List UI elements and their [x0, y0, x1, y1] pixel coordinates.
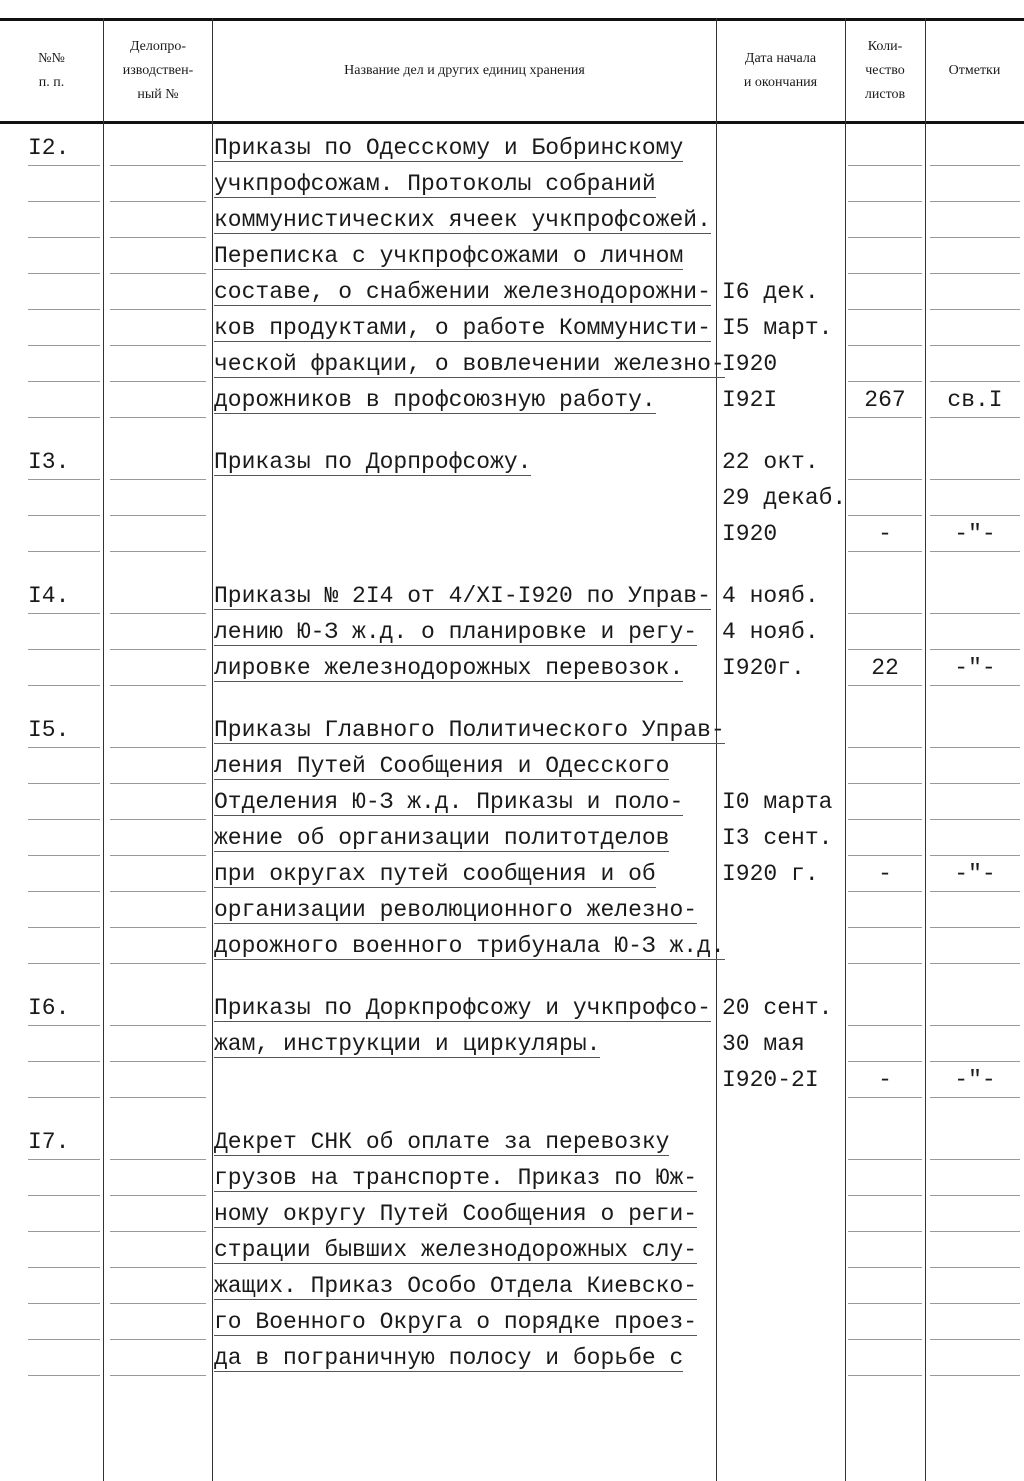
title-text: дорожников в профсоюзную работу. [214, 387, 656, 413]
entry-note [930, 274, 1020, 310]
inventory-entry [0, 444, 1024, 552]
office-number-cell [110, 892, 206, 928]
office-number-cell [110, 1340, 206, 1376]
office-number-cell [110, 444, 206, 480]
entry-title-line [214, 928, 725, 963]
title-text: учкпрофсожам. Протоколы собраний [214, 171, 656, 197]
sheet-count [848, 310, 922, 346]
entry-title-line [214, 346, 725, 381]
title-text: лению Ю-З ж.д. о планировке и регу- [214, 619, 698, 645]
inventory-entry [0, 130, 1024, 418]
entry-note [930, 748, 1020, 784]
entry-note: -"- [930, 516, 1020, 552]
entry-title-line [214, 310, 714, 345]
entry-number: I2. [28, 130, 100, 166]
entry-number [28, 310, 100, 346]
table-row [0, 856, 1024, 892]
entry-number [28, 238, 100, 274]
entry-date [722, 748, 842, 783]
entry-date: I920-2I [722, 1067, 819, 1093]
title-text: го Военного Округа о порядке проез- [214, 1309, 698, 1335]
sheet-count [848, 274, 922, 310]
table-row [0, 820, 1024, 856]
table-row [0, 516, 1024, 552]
entry-title-line [214, 1232, 714, 1267]
title-text: лировке железнодорожных перевозок. [214, 655, 684, 681]
title-text: при округах путей сообщения и об [214, 861, 656, 887]
sheet-count [848, 166, 922, 202]
entry-note [930, 238, 1020, 274]
sheet-count [848, 1232, 922, 1268]
sheet-count [848, 1268, 922, 1304]
office-number-cell [110, 480, 206, 516]
title-text: Переписка с учкпрофсожами о личном [214, 243, 684, 269]
entry-number [28, 614, 100, 650]
office-number-cell [110, 238, 206, 274]
sheet-count [848, 202, 922, 238]
entry-number [28, 856, 100, 892]
sheet-count [848, 1340, 922, 1376]
entry-number [28, 784, 100, 820]
entry-title-line [214, 1196, 714, 1231]
entry-date: I92I [722, 387, 778, 413]
title-text: Приказы по Одесскому и Бобринскому [214, 135, 684, 161]
office-number-cell [110, 928, 206, 964]
entry-date: 29 декаб. [722, 485, 847, 511]
entry-title-line [214, 1340, 714, 1375]
entry-number [28, 928, 100, 964]
entry-date [722, 238, 842, 273]
entry-number [28, 820, 100, 856]
office-number-cell [110, 202, 206, 238]
entry-title-line [214, 1304, 714, 1339]
entry-title-line [214, 1062, 714, 1097]
entry-note [930, 202, 1020, 238]
entry-title-line [214, 516, 714, 551]
entry-date [722, 1340, 842, 1375]
sheet-count [848, 1026, 922, 1062]
inventory-entry [0, 712, 1024, 964]
table-row [0, 712, 1024, 748]
office-number-cell [110, 382, 206, 418]
sheet-count [848, 1304, 922, 1340]
table-row [0, 1268, 1024, 1304]
entry-note [930, 892, 1020, 928]
office-number-cell [110, 614, 206, 650]
office-number-cell [110, 650, 206, 686]
entry-title-line [214, 614, 714, 649]
table-row [0, 1196, 1024, 1232]
sheet-count: - [848, 1062, 922, 1098]
sheet-count [848, 130, 922, 166]
entry-note [930, 444, 1020, 480]
header-notes: Отметки [948, 63, 1001, 78]
entry-date: 20 сент. [722, 995, 833, 1021]
entry-date: I920 г. [722, 861, 819, 887]
title-text: жам, инструкции и циркуляры. [214, 1031, 601, 1057]
entry-number: I4. [28, 578, 100, 614]
entry-title-line [214, 166, 714, 201]
entry-note [930, 1026, 1020, 1062]
sheet-count [848, 712, 922, 748]
table-row [0, 990, 1024, 1026]
entry-note [930, 1232, 1020, 1268]
entry-note [930, 1304, 1020, 1340]
entry-number [28, 166, 100, 202]
entry-note: -"- [930, 856, 1020, 892]
office-number-cell [110, 516, 206, 552]
sheet-count [848, 892, 922, 928]
entry-date: I6 дек. [722, 279, 819, 305]
entry-title-line [214, 1268, 714, 1303]
inventory-table-body [0, 130, 1024, 1402]
entry-number [28, 748, 100, 784]
table-row [0, 892, 1024, 928]
entry-date: I920г. [722, 655, 805, 681]
header-office-number: Делопро- изводствен- ный № [122, 39, 194, 102]
entry-title-line [214, 856, 714, 891]
table-row [0, 1124, 1024, 1160]
entry-number [28, 480, 100, 516]
sheet-count [848, 990, 922, 1026]
title-text: да в пограничную полосу и борьбе с [214, 1345, 684, 1371]
office-number-cell [110, 1196, 206, 1232]
entry-title-line [214, 274, 714, 309]
office-number-cell [110, 578, 206, 614]
office-number-cell [110, 1026, 206, 1062]
table-row [0, 1026, 1024, 1062]
entry-title-line [214, 480, 714, 515]
office-number-cell [110, 1232, 206, 1268]
office-number-cell [110, 820, 206, 856]
header-sheets: Коли- чество листов [864, 39, 906, 102]
table-row [0, 274, 1024, 310]
sheet-count [848, 480, 922, 516]
entry-note [930, 928, 1020, 964]
table-row [0, 444, 1024, 480]
entry-note [930, 1340, 1020, 1376]
entry-title-line [214, 1160, 714, 1195]
entry-number [28, 516, 100, 552]
entry-number [28, 1304, 100, 1340]
inventory-entry [0, 990, 1024, 1098]
entry-number [28, 1196, 100, 1232]
sheet-count: 267 [848, 382, 922, 418]
entry-note [930, 614, 1020, 650]
entry-number [28, 202, 100, 238]
office-number-cell [110, 346, 206, 382]
sheet-count [848, 928, 922, 964]
entry-number [28, 892, 100, 928]
title-text: ков продуктами, о работе Коммунисти- [214, 315, 711, 341]
entry-date [722, 892, 842, 927]
entry-number [28, 1340, 100, 1376]
entry-title-line [214, 748, 714, 783]
entry-date [722, 202, 842, 237]
sheet-count [848, 578, 922, 614]
entry-title-line [214, 820, 714, 855]
office-number-cell [110, 1124, 206, 1160]
entry-title-line [214, 382, 714, 417]
table-row [0, 480, 1024, 516]
title-text: Приказы № 2I4 от 4/XI-I920 по Управ- [214, 583, 711, 609]
entry-date: I0 марта [722, 789, 833, 815]
entry-date [722, 166, 842, 201]
title-text: дорожного военного трибунала Ю-З ж.д. [214, 933, 725, 959]
entry-note [930, 578, 1020, 614]
entry-title-line [214, 578, 714, 613]
title-text: ческой фракции, о вовлечении железно- [214, 351, 725, 377]
entry-number: I5. [28, 712, 100, 748]
sheet-count [848, 1124, 922, 1160]
entry-title-line [214, 444, 714, 479]
entry-title-line [214, 202, 714, 237]
title-text: ления Путей Сообщения и Одесского [214, 753, 670, 779]
table-row [0, 650, 1024, 686]
table-row [0, 1062, 1024, 1098]
header-title: Название дел и других единиц хранения [344, 63, 585, 78]
inventory-entry [0, 578, 1024, 686]
title-text: Приказы Главного Политического Управ- [214, 717, 725, 743]
sheet-count [848, 1160, 922, 1196]
entry-number [28, 382, 100, 418]
entry-note [930, 1196, 1020, 1232]
sheet-count [848, 820, 922, 856]
entry-note [930, 130, 1020, 166]
entry-date [722, 1304, 842, 1339]
table-row [0, 928, 1024, 964]
office-number-cell [110, 130, 206, 166]
table-row [0, 1304, 1024, 1340]
table-row [0, 202, 1024, 238]
entry-number: I6. [28, 990, 100, 1026]
sheet-count [848, 1196, 922, 1232]
entry-date: 22 окт. [722, 449, 819, 475]
entry-note [930, 1268, 1020, 1304]
office-number-cell [110, 748, 206, 784]
entry-date: I5 март. [722, 315, 833, 341]
title-text: Отделения Ю-З ж.д. Приказы и поло- [214, 789, 684, 815]
entry-number: I3. [28, 444, 100, 480]
table-row [0, 1160, 1024, 1196]
sheet-count [848, 346, 922, 382]
sheet-count [848, 784, 922, 820]
entry-number [28, 1062, 100, 1098]
table-row [0, 1232, 1024, 1268]
title-text: организации революционного железно- [214, 897, 698, 923]
inventory-entry [0, 1124, 1024, 1376]
entry-date [722, 1196, 842, 1231]
entry-date: I3 сент. [722, 825, 833, 851]
entry-date [722, 928, 842, 963]
title-text: Приказы по Дорпрофсожу. [214, 449, 532, 475]
entry-note [930, 1124, 1020, 1160]
entry-date: I920 [722, 351, 778, 377]
entry-date: I920 [722, 521, 778, 547]
office-number-cell [110, 1268, 206, 1304]
entry-title-line [214, 650, 714, 685]
entry-note [930, 480, 1020, 516]
office-number-cell [110, 1160, 206, 1196]
office-number-cell [110, 784, 206, 820]
sheet-count: 22 [848, 650, 922, 686]
entry-note [930, 310, 1020, 346]
entry-date [722, 1232, 842, 1267]
entry-note [930, 166, 1020, 202]
entry-note [930, 346, 1020, 382]
office-number-cell [110, 990, 206, 1026]
table-row [0, 578, 1024, 614]
entry-note: -"- [930, 650, 1020, 686]
entry-note [930, 990, 1020, 1026]
entry-date [722, 712, 842, 747]
office-number-cell [110, 1304, 206, 1340]
sheet-count [848, 444, 922, 480]
header-dates: Дата начала и окончания [743, 51, 818, 90]
entry-number [28, 1026, 100, 1062]
entry-number [28, 346, 100, 382]
sheet-count [848, 748, 922, 784]
title-text: составе, о снабжении железнодорожни- [214, 279, 711, 305]
entry-title-line [214, 784, 714, 819]
entry-date [722, 130, 842, 165]
office-number-cell [110, 274, 206, 310]
entry-date: 4 нояб. [722, 619, 819, 645]
table-row [0, 130, 1024, 166]
entry-title-line [214, 130, 714, 165]
entry-number [28, 1160, 100, 1196]
title-text: жащих. Приказ Особо Отдела Киевско- [214, 1273, 698, 1299]
table-row [0, 346, 1024, 382]
title-text: жение об организации политотделов [214, 825, 670, 851]
entry-date: 30 мая [722, 1031, 805, 1057]
sheet-count [848, 238, 922, 274]
entry-note [930, 1160, 1020, 1196]
entry-date [722, 1268, 842, 1303]
title-text: коммунистических ячеек учкпрофсожей. [214, 207, 711, 233]
entry-title-line [214, 712, 725, 747]
title-text: Приказы по Доркпрофсожу и учкпрофсо- [214, 995, 711, 1021]
office-number-cell [110, 166, 206, 202]
entry-number [28, 274, 100, 310]
header-number: №№ п. п. [38, 51, 65, 90]
entry-date [722, 1160, 842, 1195]
sheet-count: - [848, 856, 922, 892]
title-text: ному округу Путей Сообщения о реги- [214, 1201, 698, 1227]
entry-title-line [214, 1124, 714, 1159]
table-row [0, 166, 1024, 202]
sheet-count: - [848, 516, 922, 552]
table-row [0, 382, 1024, 418]
entry-number: I7. [28, 1124, 100, 1160]
entry-note [930, 820, 1020, 856]
table-row [0, 614, 1024, 650]
entry-title-line [214, 1026, 714, 1061]
entry-date: 4 нояб. [722, 583, 819, 609]
title-text: Декрет СНК об оплате за перевозку [214, 1129, 670, 1155]
entry-title-line [214, 892, 714, 927]
entry-note: -"- [930, 1062, 1020, 1098]
entry-date [722, 1124, 842, 1159]
table-row [0, 748, 1024, 784]
sheet-count [848, 614, 922, 650]
entry-number [28, 650, 100, 686]
title-text: страции бывших железнодорожных слу- [214, 1237, 698, 1263]
entry-number [28, 1232, 100, 1268]
table-row [0, 238, 1024, 274]
entry-title-line [214, 990, 714, 1025]
office-number-cell [110, 712, 206, 748]
entry-title-line [214, 238, 714, 273]
entry-number [28, 1268, 100, 1304]
table-row [0, 784, 1024, 820]
table-row [0, 1340, 1024, 1376]
table-header [0, 18, 1024, 124]
entry-note: св.I [930, 382, 1020, 418]
office-number-cell [110, 310, 206, 346]
title-text: грузов на транспорте. Приказ по Юж- [214, 1165, 698, 1191]
entry-note [930, 784, 1020, 820]
office-number-cell [110, 856, 206, 892]
office-number-cell [110, 1062, 206, 1098]
entry-note [930, 712, 1020, 748]
table-row [0, 310, 1024, 346]
